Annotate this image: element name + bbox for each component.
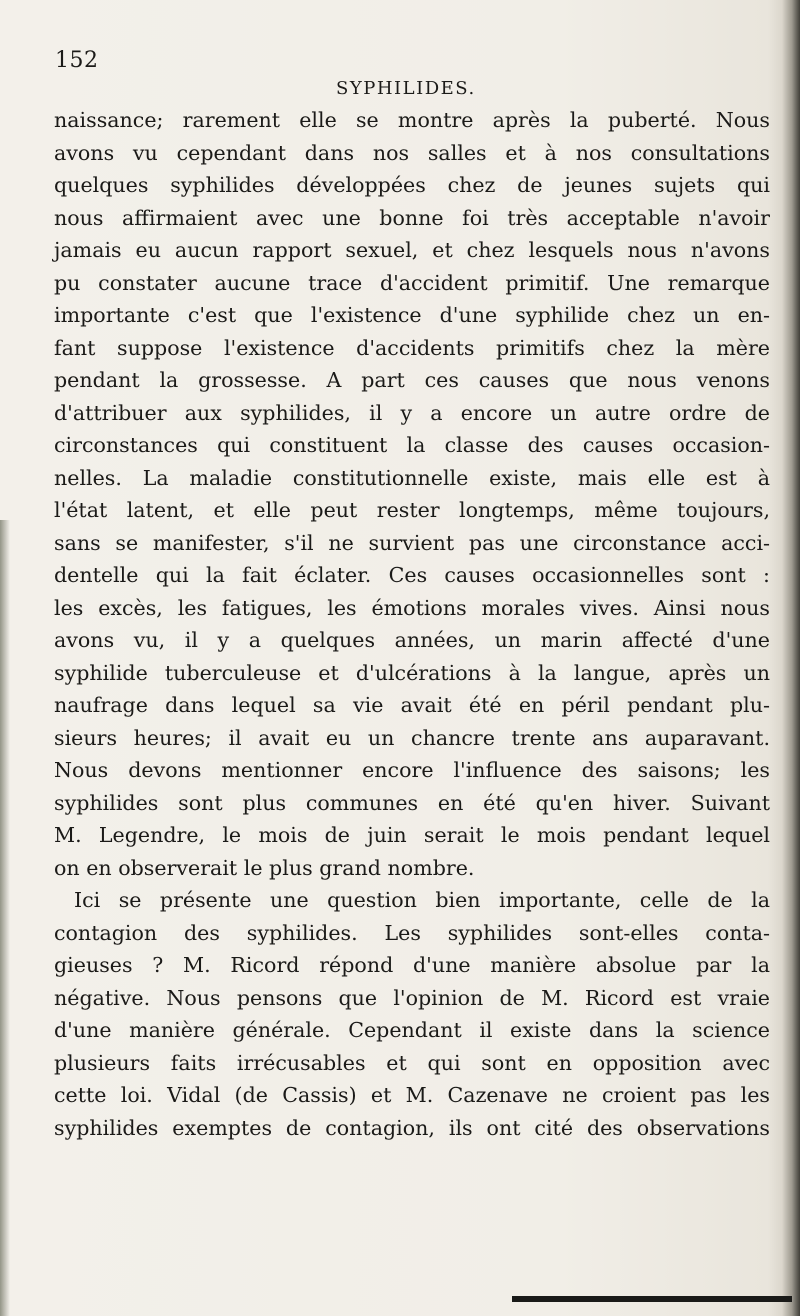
- text-line: cette loi. Vidal (de Cassis) et M. Cazenave ne croient pas les: [54, 1083, 770, 1107]
- text-line: naufrage dans lequel sa vie avait été en péril pendant plu-: [54, 693, 770, 717]
- paragraph-end-line: on en observerait le plus grand nombre.: [54, 855, 475, 880]
- text-line: les excès, les fatigues, les émotions morales vives. Ainsi nous: [54, 595, 770, 620]
- text-line: circonstances qui constituent la classe des causes occasion-: [54, 433, 770, 457]
- text-line: avons vu cependant dans nos salles et à nos consultations: [54, 140, 770, 165]
- text-line: pendant la grossesse. A part ces causes que nous venons: [54, 368, 770, 392]
- text-line: syphilides sont plus communes en été qu'en hiver. Suivant: [54, 790, 770, 815]
- text-line: quelques syphilides développées chez de jeunes sujets qui: [54, 173, 770, 197]
- text-line: M. Legendre, le mois de juin serait le mois pendant lequel: [54, 823, 770, 847]
- page-bottom-rule: [512, 1296, 792, 1302]
- text-line: fant suppose l'existence d'accidents primitifs chez la mère: [54, 335, 770, 360]
- text-line: sieurs heures; il avait eu un chancre trente ans auparavant.: [54, 725, 770, 750]
- body-text: [54, 104, 770, 1144]
- text-line: importante c'est que l'existence d'une syphilide chez un en-: [54, 303, 770, 327]
- text-line: sans se manifester, s'il ne survient pas une circonstance acci-: [54, 530, 770, 555]
- paragraph-start-line: Ici se présente une question bien importante, celle de la: [74, 888, 770, 912]
- text-line: jamais eu aucun rapport sexuel, et chez lesquels nous n'avons: [54, 238, 770, 262]
- text-line: nous affirmaient avec une bonne foi très acceptable n'avoir: [54, 205, 770, 230]
- page-left-edge-shadow: [0, 520, 10, 1316]
- text-line: syphilides exemptes de contagion, ils ont cité des observations: [54, 1115, 770, 1140]
- running-title: SYPHILIDES.: [336, 78, 476, 99]
- text-line: Nous devons mentionner encore l'influence des saisons; les: [54, 758, 770, 782]
- text-line: avons vu, il y a quelques années, un marin affecté d'une: [54, 628, 770, 652]
- text-line: gieuses ? M. Ricord répond d'une manière absolue par la: [54, 953, 770, 977]
- text-line: plusieurs faits irrécusables et qui sont en opposition avec: [54, 1050, 770, 1075]
- text-line: d'attribuer aux syphilides, il y a encore un autre ordre de: [54, 400, 770, 425]
- page-right-edge-shadow: [782, 0, 800, 1316]
- text-line: syphilide tuberculeuse et d'ulcérations à la langue, après un: [54, 660, 770, 685]
- text-line: d'une manière générale. Cependant il existe dans la science: [54, 1018, 770, 1042]
- text-line: négative. Nous pensons que l'opinion de M. Ricord est vraie: [54, 985, 770, 1010]
- text-line: pu constater aucune trace d'accident primitif. Une remarque: [54, 270, 770, 295]
- page-number: 152: [55, 48, 99, 73]
- text-line: l'état latent, et elle peut rester longtemps, même toujours,: [54, 498, 770, 522]
- text-line: contagion des syphilides. Les syphilides sont-elles conta-: [54, 920, 770, 945]
- text-line: nelles. La maladie constitutionnelle existe, mais elle est à: [54, 465, 770, 490]
- text-line: naissance; rarement elle se montre après la puberté. Nous: [54, 108, 770, 132]
- text-line: dentelle qui la fait éclater. Ces causes occasionnelles sont :: [54, 563, 770, 587]
